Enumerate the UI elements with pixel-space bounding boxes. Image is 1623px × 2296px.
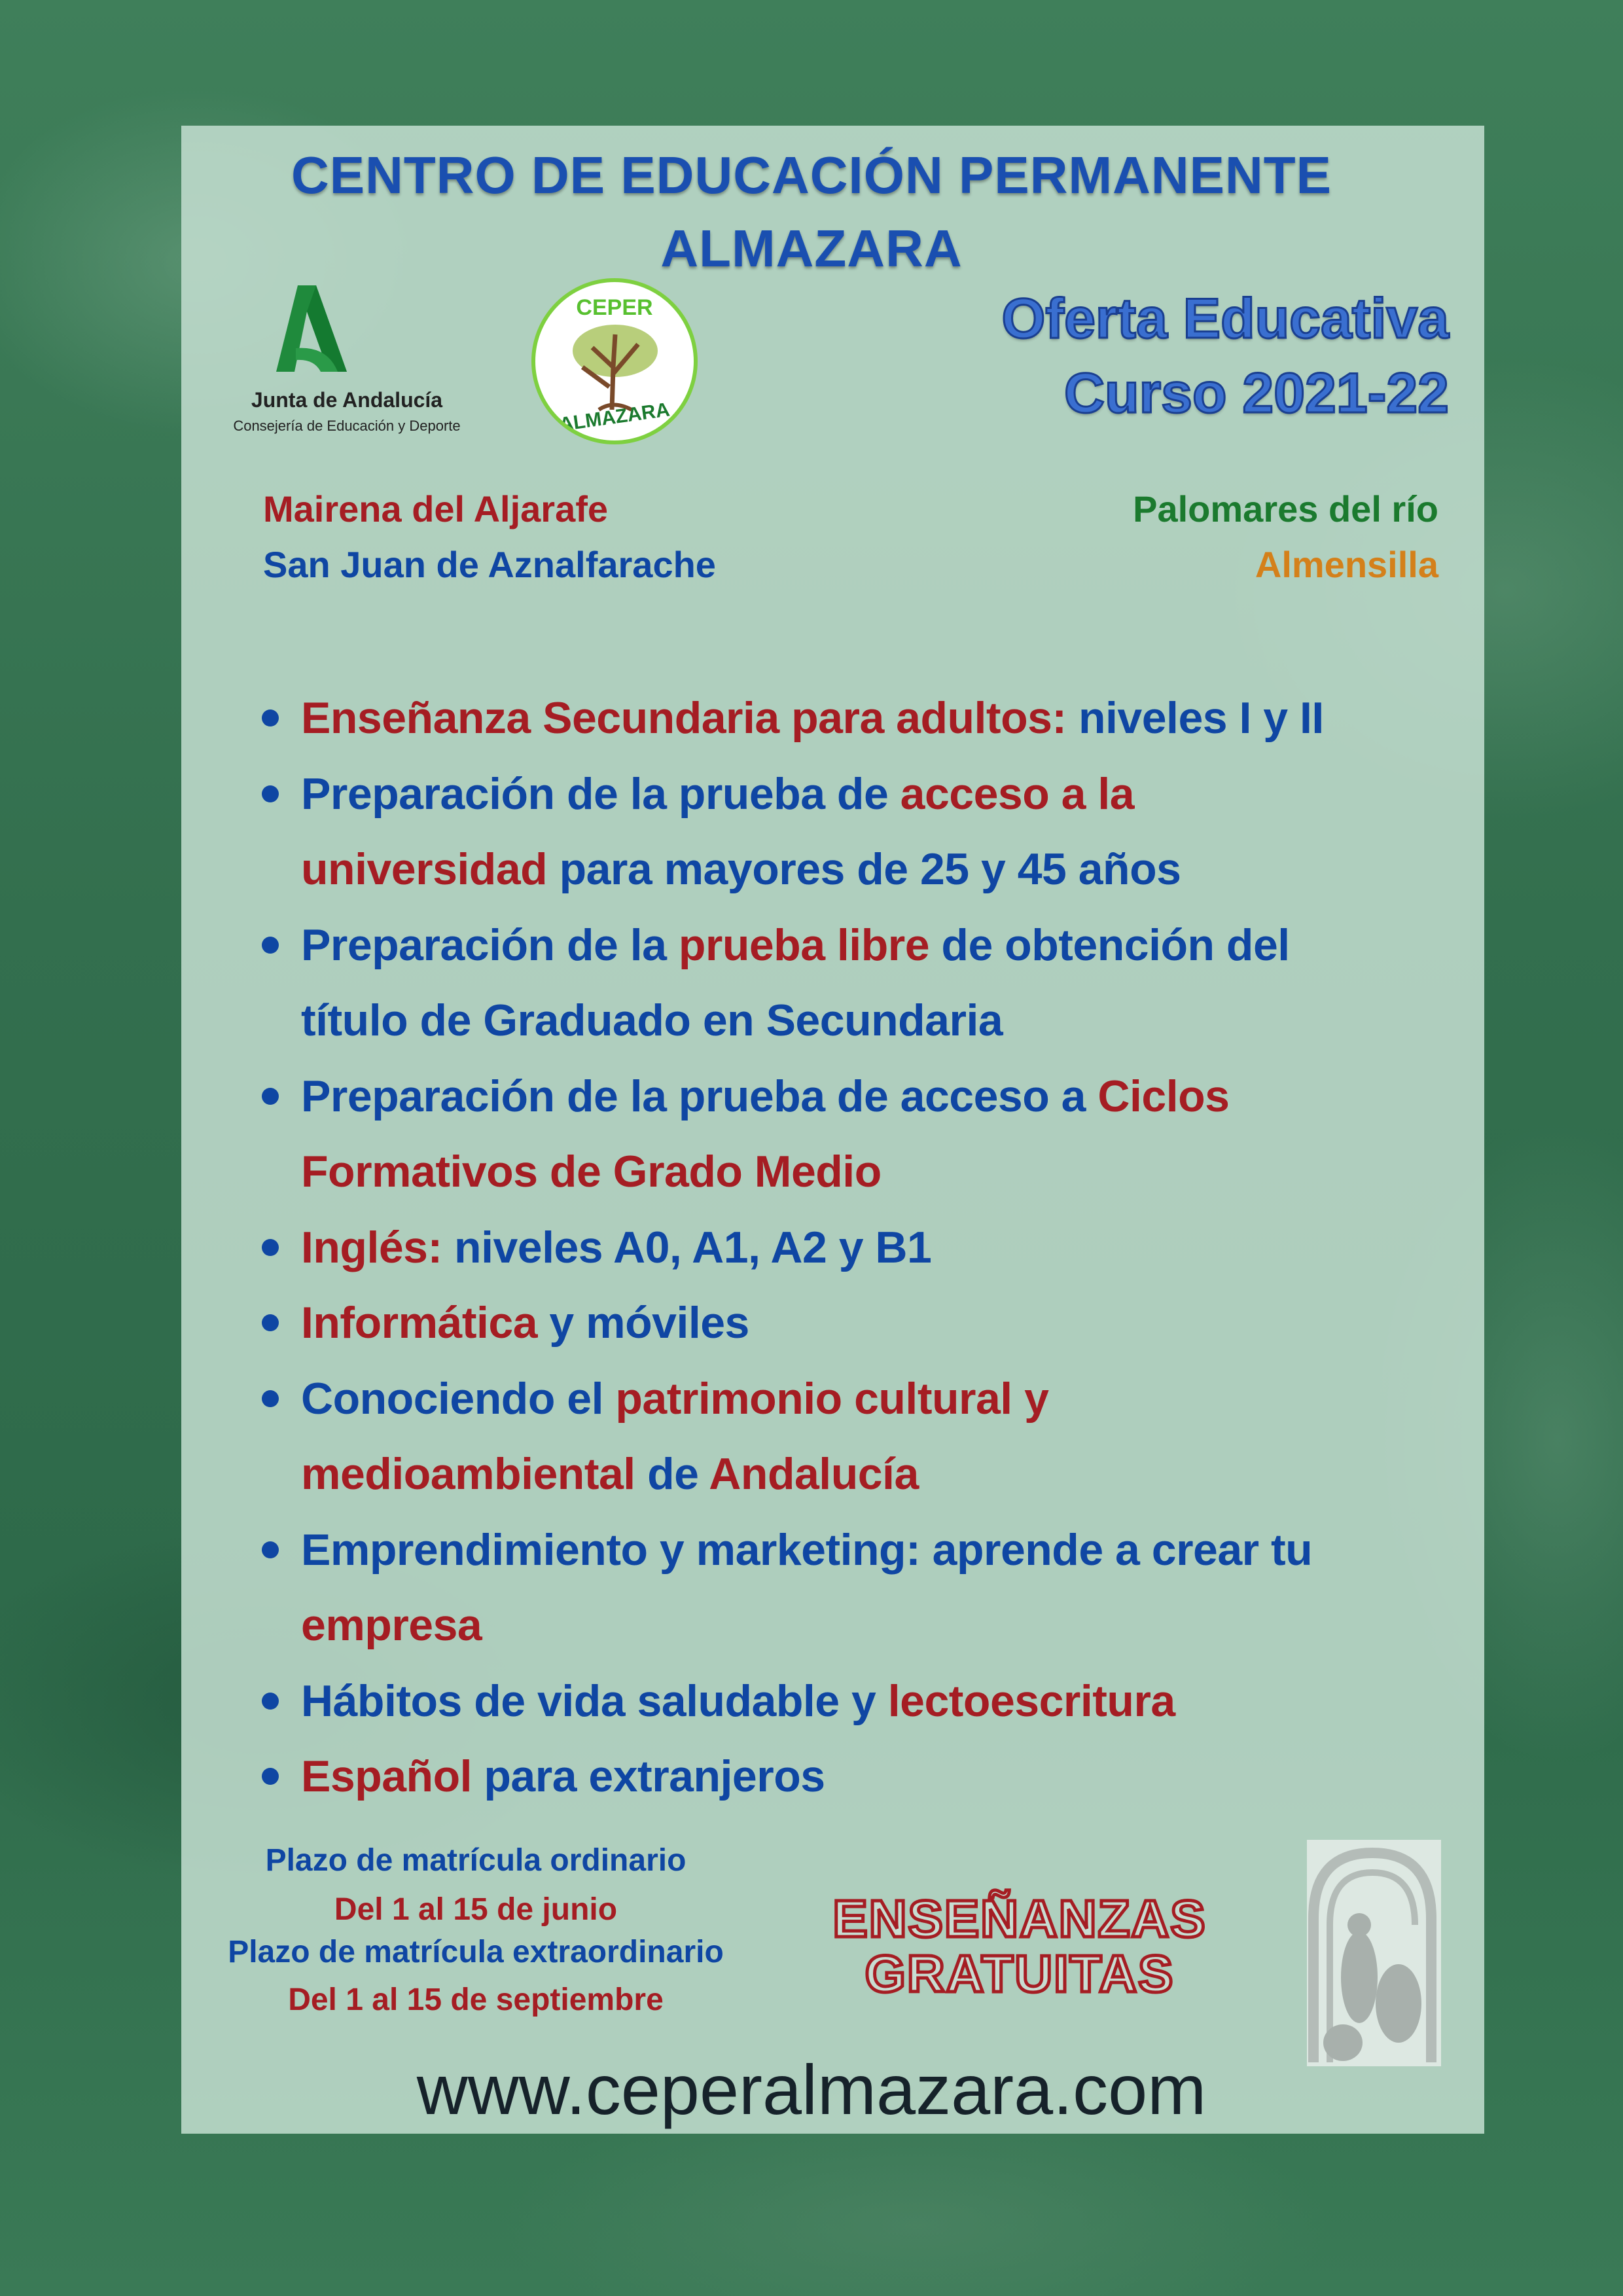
bullet-icon	[262, 1088, 279, 1105]
offer-title: Oferta Educativa	[1001, 287, 1449, 350]
offering-text-segment: empresa	[301, 1600, 482, 1650]
offering-text-segment: y móviles	[537, 1298, 749, 1348]
offering-text-segment: prueba libre	[678, 920, 930, 970]
ordinary-enrollment-label: Plazo de matrícula ordinario	[265, 1843, 687, 1878]
bullet-icon	[262, 1314, 279, 1331]
offering-line	[301, 757, 1479, 833]
bullet-icon	[262, 785, 279, 802]
location-mairena: Mairena del Aljarafe	[263, 488, 609, 529]
offering-line	[301, 1210, 1479, 1286]
offering-line	[301, 1664, 1479, 1740]
offering-item	[262, 1210, 1479, 1286]
junta-andalucia-logo	[216, 285, 478, 442]
offering-item	[262, 1361, 1479, 1513]
offering-text-segment: de obtención del	[929, 920, 1290, 970]
offering-text-segment: Informática	[301, 1298, 538, 1348]
offering-item	[262, 757, 1479, 908]
course-year: Curso 2021-22	[1064, 362, 1449, 425]
title-line-1: CENTRO DE EDUCACIÓN PERMANENTE	[291, 146, 1332, 204]
offering-line	[301, 983, 1479, 1059]
offering-item	[262, 908, 1479, 1059]
offering-line	[301, 1059, 1479, 1135]
offering-text-segment: universidad	[301, 844, 548, 894]
offering-item	[262, 1059, 1479, 1210]
offering-line	[301, 1513, 1479, 1588]
offering-text-segment: Formativos de Grado Medio	[301, 1147, 882, 1196]
offering-text-segment: Español	[301, 1751, 472, 1801]
offering-text-segment: Preparación de la prueba de acceso a	[301, 1071, 1098, 1121]
junta-subtitle: Consejería de Educación y Deporte	[233, 418, 461, 434]
location-san-juan: San Juan de Aznalfarache	[263, 544, 716, 585]
offering-text-segment: Conociendo el	[301, 1373, 616, 1424]
offering-line	[301, 1361, 1479, 1437]
offering-text-segment: Hábitos de vida saludable y	[301, 1676, 888, 1726]
offering-line	[301, 1285, 1479, 1361]
free-education-line-1: ENSEÑANZAS	[832, 1890, 1207, 1948]
ceper-logo-top-text: CEPER	[576, 295, 653, 320]
offering-line	[301, 1588, 1479, 1664]
offering-text-segment: lectoescritura	[887, 1676, 1175, 1726]
offering-line	[301, 1437, 1479, 1513]
offering-text-segment: acceso a la	[900, 768, 1135, 819]
offering-line	[301, 1134, 1479, 1210]
offering-text-segment: título de Graduado en Secundaria	[301, 996, 1003, 1045]
offering-item	[262, 1513, 1479, 1664]
offerings-list	[262, 681, 1479, 1815]
bullet-icon	[262, 1768, 279, 1785]
free-education-line-2: GRATUITAS	[865, 1945, 1175, 2003]
offering-line	[301, 681, 1479, 757]
location-palomares: Palomares del río	[1133, 488, 1438, 529]
offering-text-segment: niveles I y II	[1066, 693, 1324, 743]
offering-item	[262, 681, 1479, 757]
offering-text-segment: Preparación de la prueba de	[301, 768, 901, 819]
location-almensilla: Almensilla	[1255, 544, 1438, 585]
bullet-icon	[262, 1390, 279, 1407]
offering-text-segment: Enseñanza Secundaria para adultos:	[301, 693, 1067, 743]
offering-text-segment: Andalucía	[709, 1449, 919, 1499]
offering-line	[301, 832, 1479, 908]
bullet-icon	[262, 709, 279, 726]
extraordinary-enrollment-dates: Del 1 al 15 de septiembre	[288, 1982, 664, 2017]
offering-line	[301, 908, 1479, 984]
offering-text-segment: patrimonio cultural y	[615, 1373, 1049, 1424]
offering-text-segment: para extranjeros	[472, 1751, 825, 1801]
offering-item	[262, 1664, 1479, 1740]
offering-text-segment: niveles A0, A1, A2 y B1	[442, 1222, 932, 1272]
offering-line	[301, 1739, 1479, 1815]
offering-text-segment: de	[635, 1449, 709, 1499]
offering-text-segment: Ciclos	[1097, 1071, 1230, 1121]
offering-text-segment: para mayores de 25 y 45 años	[547, 844, 1181, 894]
ordinary-enrollment-dates: Del 1 al 15 de junio	[334, 1892, 618, 1927]
website-link[interactable]: www.ceperalmazara.com	[416, 2050, 1207, 2129]
hercules-shield-icon	[1307, 1840, 1441, 2066]
bullet-icon	[262, 1541, 279, 1558]
offering-item	[262, 1285, 1479, 1361]
bullet-icon	[262, 937, 279, 954]
junta-name: Junta de Andalucía	[251, 388, 443, 412]
bullet-icon	[262, 1239, 279, 1256]
ceper-almazara-logo	[531, 278, 698, 444]
title-line-2: ALMAZARA	[660, 219, 963, 278]
offering-text-segment: Inglés:	[301, 1222, 442, 1272]
olive-tree-icon	[566, 321, 664, 413]
extraordinary-enrollment-label: Plazo de matrícula extraordinario	[228, 1935, 724, 1969]
offering-text-segment: medioambiental	[301, 1449, 635, 1499]
andalucia-shield-logo	[1307, 1840, 1441, 2066]
junta-a-icon	[216, 285, 478, 384]
offering-text-segment: Preparación de la	[301, 920, 679, 970]
offering-item	[262, 1739, 1479, 1815]
ceper-logo-bottom-text: ALMAZARA	[558, 399, 671, 436]
bullet-icon	[262, 1693, 279, 1710]
offering-text-segment: Emprendimiento y marketing: aprende a crear tu	[301, 1524, 1313, 1575]
